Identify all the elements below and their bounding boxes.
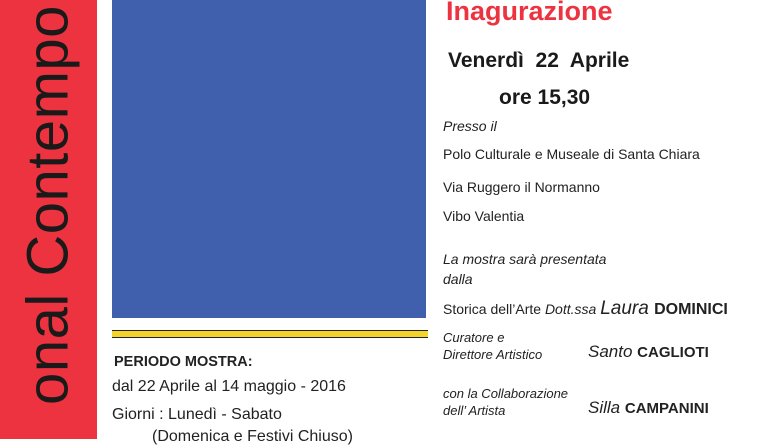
event-date: Venerdì 22 Aprile [448, 49, 630, 72]
storica-prefix: Storica dell’Arte [443, 301, 545, 317]
collab-role-line-2: dell’ Artista [443, 403, 506, 418]
storica-line [443, 298, 728, 320]
blue-artwork-square [112, 0, 426, 318]
collab-role-line-1: con la Collaborazione [443, 386, 569, 401]
yellow-stripe [112, 330, 428, 338]
collab-name [588, 398, 709, 418]
presented-line-1: La mostra sarà presentata [443, 251, 607, 267]
presented-line-2: dalla [443, 271, 473, 287]
periodo-dates: dal 22 Aprile al 14 maggio - 2016 [112, 378, 346, 395]
curatore-last-name: CAGLIOTI [637, 344, 709, 361]
collab-role [443, 385, 568, 419]
presso-label: Presso il [443, 118, 497, 134]
inauguration-title: Inagurazione [446, 0, 613, 26]
curatore-role-line-2: Direttore Artistico [443, 347, 543, 362]
red-side-band [0, 0, 97, 439]
curatore-role-line-1: Curatore e [443, 330, 505, 345]
curatore-first-name: Santo [588, 342, 638, 361]
collab-last-name: CAMPANINI [624, 400, 709, 417]
storica-title: Dott.ssa [544, 301, 601, 317]
venue-city: Vibo Valentia [443, 208, 525, 224]
closed-days: (Domenica e Festivi Chiuso) [152, 428, 353, 445]
collab-first-name: Silla [588, 398, 625, 417]
venue-street: Via Ruggero il Normanno [443, 179, 600, 195]
storica-last-name: DOMINICI [654, 301, 728, 318]
event-time: ore 15,30 [499, 86, 591, 109]
curatore-name [588, 342, 709, 362]
storica-first-name: Laura [600, 298, 655, 319]
venue-name: Polo Culturale e Museale di Santa Chiara [443, 146, 700, 162]
periodo-heading: PERIODO MOSTRA: [114, 354, 253, 370]
vertical-title: onal Contempo [15, 5, 81, 405]
curatore-role [443, 329, 542, 363]
opening-days: Giorni : Lunedì - Sabato [112, 406, 282, 423]
